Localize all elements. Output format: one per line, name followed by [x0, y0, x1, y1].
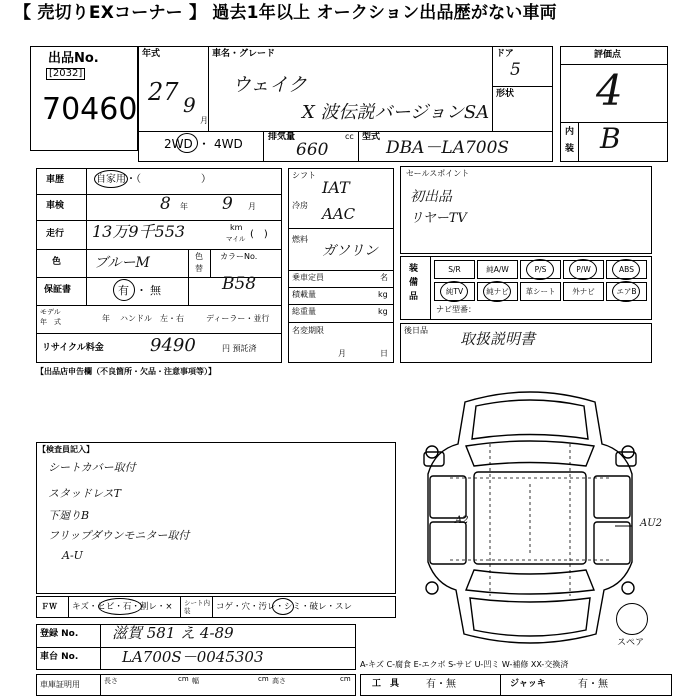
history-label: 車歴 — [46, 175, 65, 185]
spare-tire-icon — [616, 603, 648, 635]
equipment-item: エアB — [606, 282, 647, 301]
equipment-item: 純TV — [434, 282, 475, 301]
warranty-no: 無 — [150, 284, 161, 297]
load-label: 積載量 — [292, 290, 316, 299]
interior-value: B — [600, 122, 621, 155]
color-value: ブルーM — [94, 255, 150, 271]
fuel-label: 燃料 — [292, 235, 308, 244]
inspector-line-4: フリップダウンモニター取付 — [48, 529, 190, 542]
color-label: 色 — [52, 257, 62, 267]
year-label: 年式 — [142, 49, 161, 59]
mileage-label: 走行 — [46, 229, 65, 239]
drive-sep: ・ — [198, 137, 211, 151]
inspector-label: 【検査員記入】 — [38, 445, 94, 454]
afterdelivery-value: 取扱説明書 — [460, 330, 536, 348]
afterdelivery-label: 後日品 — [404, 326, 428, 335]
equipment-label: 装備品 — [409, 264, 419, 302]
dealer-label: ディーラー・並行 — [206, 314, 270, 323]
inspection-year-unit: 年 — [180, 202, 188, 211]
width-label: 幅 — [192, 677, 199, 685]
ac-value: AAC — [322, 205, 356, 223]
color-change-label-1: 色 — [195, 252, 203, 261]
displacement-unit: cc — [345, 132, 354, 141]
mileage-unit-mile: マイル — [226, 235, 246, 243]
model-year-unit: 年 — [102, 314, 110, 323]
rating-label: 評価点 — [594, 50, 622, 60]
owner-change-day: 日 — [380, 349, 388, 358]
inspection-year: 8 — [160, 194, 171, 214]
mileage-value: 13万9千553 — [92, 222, 186, 241]
recycle-unit: 円 預託済 — [222, 344, 257, 353]
door-label: ドア — [496, 49, 514, 59]
equipment-item: P/W — [563, 260, 604, 279]
lot-label: 出品No. — [48, 51, 99, 66]
drive-4wd: 4WD — [214, 137, 243, 151]
rating-value: 4 — [596, 66, 623, 115]
equipment-circle — [526, 259, 554, 280]
inspection-month: 9 — [222, 194, 233, 214]
sales-line2: リヤーTV — [410, 211, 467, 226]
model-year-label-1: モデル — [40, 308, 61, 316]
tools-value: 有・無 — [426, 679, 456, 690]
equipment-circle — [483, 281, 511, 302]
displacement-value: 660 — [296, 140, 329, 160]
fw-label: ＦＷ — [41, 602, 57, 611]
displacement-label: 排気量 — [268, 132, 296, 142]
color-no-label: カラーNo. — [220, 252, 258, 261]
door-value: 5 — [510, 60, 521, 80]
fuel-value: ガソリン — [322, 243, 378, 259]
seat-label: シート内装 — [184, 599, 210, 615]
shift-label: シフト — [292, 171, 316, 180]
equipment-item: 純A/W — [477, 260, 518, 279]
chassis-value: LA700S－0045303 — [122, 648, 264, 666]
equipment-item: 革シート — [520, 282, 561, 301]
equipment-circle — [569, 259, 597, 280]
equipment-item: 外ナビ — [563, 282, 604, 301]
cert-label: 車庫証明用 — [40, 680, 80, 689]
fw-items: キズ・ヒビ・石・割レ・× — [72, 602, 173, 612]
chassis-label: 車台 No. — [40, 652, 79, 662]
spare-label: スペア — [617, 638, 645, 648]
gross-unit: kg — [378, 307, 388, 316]
interior-label-2: 装 — [565, 144, 575, 154]
equipment-circle — [440, 281, 468, 302]
notes-label: 【出品店申告欄（不良箇所・欠品・注意事項等）】 — [36, 367, 216, 376]
shape-label: 形状 — [496, 89, 515, 99]
equipment-item: S/R — [434, 260, 475, 279]
reg-value: 滋賀 581 え 4-89 — [112, 624, 234, 642]
inspector-line-5: A-U — [62, 549, 83, 562]
owner-change-label: 名変期限 — [292, 326, 324, 335]
warranty-label: 保証書 — [44, 285, 72, 295]
mileage-paren: ( ) — [250, 229, 268, 240]
height-label: 高さ — [272, 677, 286, 685]
model-label: 型式 — [362, 132, 381, 142]
ac-label: 冷房 — [292, 201, 308, 210]
car-diagram — [410, 384, 650, 654]
equipment-item: 純ナビ — [477, 282, 518, 301]
mark-au2: AU2 — [640, 518, 663, 529]
mileage-unit-km: km — [230, 223, 243, 232]
inspector-line-3: 下廻りB — [48, 509, 90, 522]
month-value: 9 — [183, 93, 196, 117]
sales-line1: 初出品 — [410, 189, 452, 205]
history-value: 自家用・（ ） — [96, 174, 211, 185]
grade-value: X 波伝説バージョンSA — [302, 102, 490, 123]
inspector-line-1: シートカバー取付 — [48, 461, 136, 474]
mark-a2-inner: A2 — [455, 515, 469, 526]
capacity-unit: 名 — [380, 273, 388, 282]
equipment-circle — [612, 281, 640, 302]
equipment-item: P/S — [520, 260, 561, 279]
length-label: 長さ — [104, 677, 118, 685]
inspection-label: 車検 — [46, 201, 65, 211]
model-value: DBA－LA700S — [386, 138, 510, 158]
recycle-value: 9490 — [150, 335, 196, 356]
tools-label: 工 具 — [372, 679, 400, 689]
lot-code: [2032] — [46, 68, 85, 80]
equipment-circle — [612, 259, 640, 280]
header-title: 【 売切りEXコーナー 】 過去1年以上 オークション出品歴がない車両 — [14, 3, 557, 23]
load-unit: kg — [378, 290, 388, 299]
drive-2wd: 2WD — [164, 137, 193, 151]
recycle-label: リサイクル料金 — [42, 343, 104, 353]
damage-legend: A-キズ C-腐食 E-エクボ S-サビ U-凹ミ W-補修 XX-交換済 — [360, 660, 569, 669]
inspector-line-2: スタッドレスT — [48, 487, 122, 500]
month-unit: 月 — [200, 116, 208, 125]
jack-value: 有・無 — [578, 679, 608, 690]
sales-label: セールスポイント — [406, 169, 470, 178]
name-label: 車名・グレード — [212, 49, 276, 59]
warranty-yes: 有 — [118, 284, 129, 297]
sales-box — [400, 166, 652, 254]
seat-items: コゲ・穴・汚レ・シミ・破レ・スレ — [216, 602, 353, 612]
year-value: 27 — [148, 78, 179, 106]
inspection-month-unit: 月 — [248, 202, 256, 211]
interior-label-1: 内 — [565, 127, 575, 137]
navi-label: ナビ型番： — [436, 305, 476, 314]
handle-label: ハンドル 左・右 — [120, 314, 184, 323]
shift-value: IAT — [322, 178, 350, 197]
length-unit: cm — [178, 675, 189, 683]
owner-change-month: 月 — [338, 349, 346, 358]
jack-label: ジャッキ — [510, 679, 546, 689]
width-unit: cm — [258, 675, 269, 683]
lot-number: 70460 — [42, 92, 138, 127]
reg-label: 登録 No. — [40, 629, 79, 639]
warranty-sep: ・ — [136, 284, 147, 297]
color-change-label-2: 替 — [195, 264, 203, 273]
equipment-item: ABS — [606, 260, 647, 279]
model-year-label-2: 年 式 — [40, 318, 61, 326]
capacity-label: 乗車定員 — [292, 273, 324, 282]
gross-label: 総重量 — [292, 307, 316, 316]
height-unit: cm — [340, 675, 351, 683]
name-value: ウェイク — [232, 74, 307, 96]
color-no-value: B58 — [222, 274, 257, 294]
